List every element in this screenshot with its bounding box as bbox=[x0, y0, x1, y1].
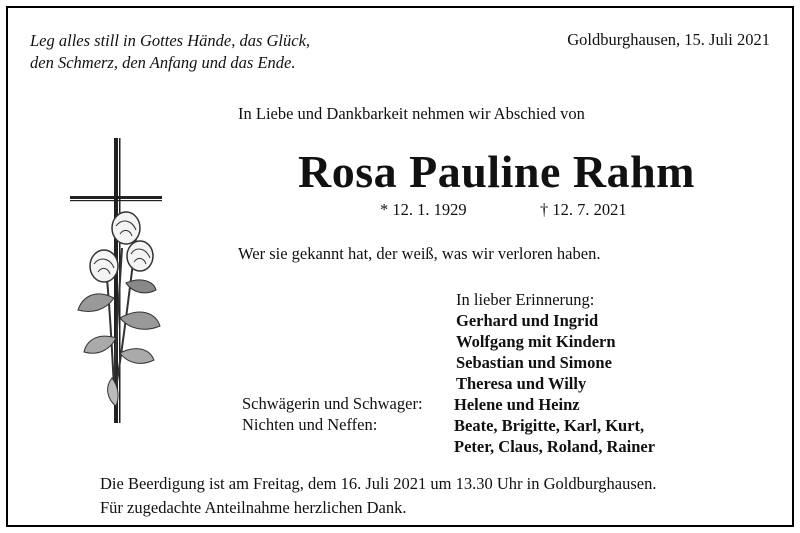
mourner-name: Wolfgang mit Kindern bbox=[456, 332, 616, 351]
funeral-line: Die Beerdigung ist am Freitag, dem 16. Juli 2021 um 13.30 Uhr in Goldburghausen. bbox=[100, 474, 657, 493]
mourner-list bbox=[456, 310, 616, 394]
funeral-info bbox=[100, 472, 657, 520]
relative-label: Schwägerin und Schwager: bbox=[242, 394, 423, 413]
relative-name: Helene und Heinz bbox=[454, 395, 580, 414]
relative-names bbox=[454, 394, 580, 415]
thanks-line: Für zugedachte Anteilnahme herzlichen Dank. bbox=[100, 498, 407, 517]
relative-name: Peter, Claus, Roland, Rainer bbox=[454, 437, 656, 456]
intro-text: In Liebe und Dankbarkeit nehmen wir Abschied von bbox=[238, 104, 585, 123]
mourner-name: Theresa und Willy bbox=[456, 374, 587, 393]
relative-name: Beate, Brigitte, Karl, Kurt, bbox=[454, 416, 645, 435]
remembrance-label: In lieber Erinnerung: bbox=[456, 290, 595, 309]
birth-date: * 12. 1. 1929 bbox=[380, 200, 467, 219]
deceased-name: Rosa Pauline Rahm bbox=[298, 146, 695, 197]
cross-with-roses-icon bbox=[64, 138, 174, 428]
death-date: † 12. 7. 2021 bbox=[540, 200, 627, 219]
obituary-notice bbox=[6, 6, 794, 527]
relative-label: Nichten und Neffen: bbox=[242, 415, 378, 434]
mourner-name: Sebastian und Simone bbox=[456, 353, 612, 372]
quote-line-1: Leg alles still in Gottes Hände, das Glück, bbox=[30, 31, 311, 50]
quote-line-2: den Schmerz, den Anfang und das Ende. bbox=[30, 53, 296, 72]
saying: Wer sie gekannt hat, der weiß, was wir verloren haben. bbox=[238, 244, 601, 263]
relative-names bbox=[454, 415, 655, 457]
place-date: Goldburghausen, 15. Juli 2021 bbox=[567, 30, 770, 49]
mourner-name: Gerhard und Ingrid bbox=[456, 311, 599, 330]
quote bbox=[30, 30, 310, 74]
